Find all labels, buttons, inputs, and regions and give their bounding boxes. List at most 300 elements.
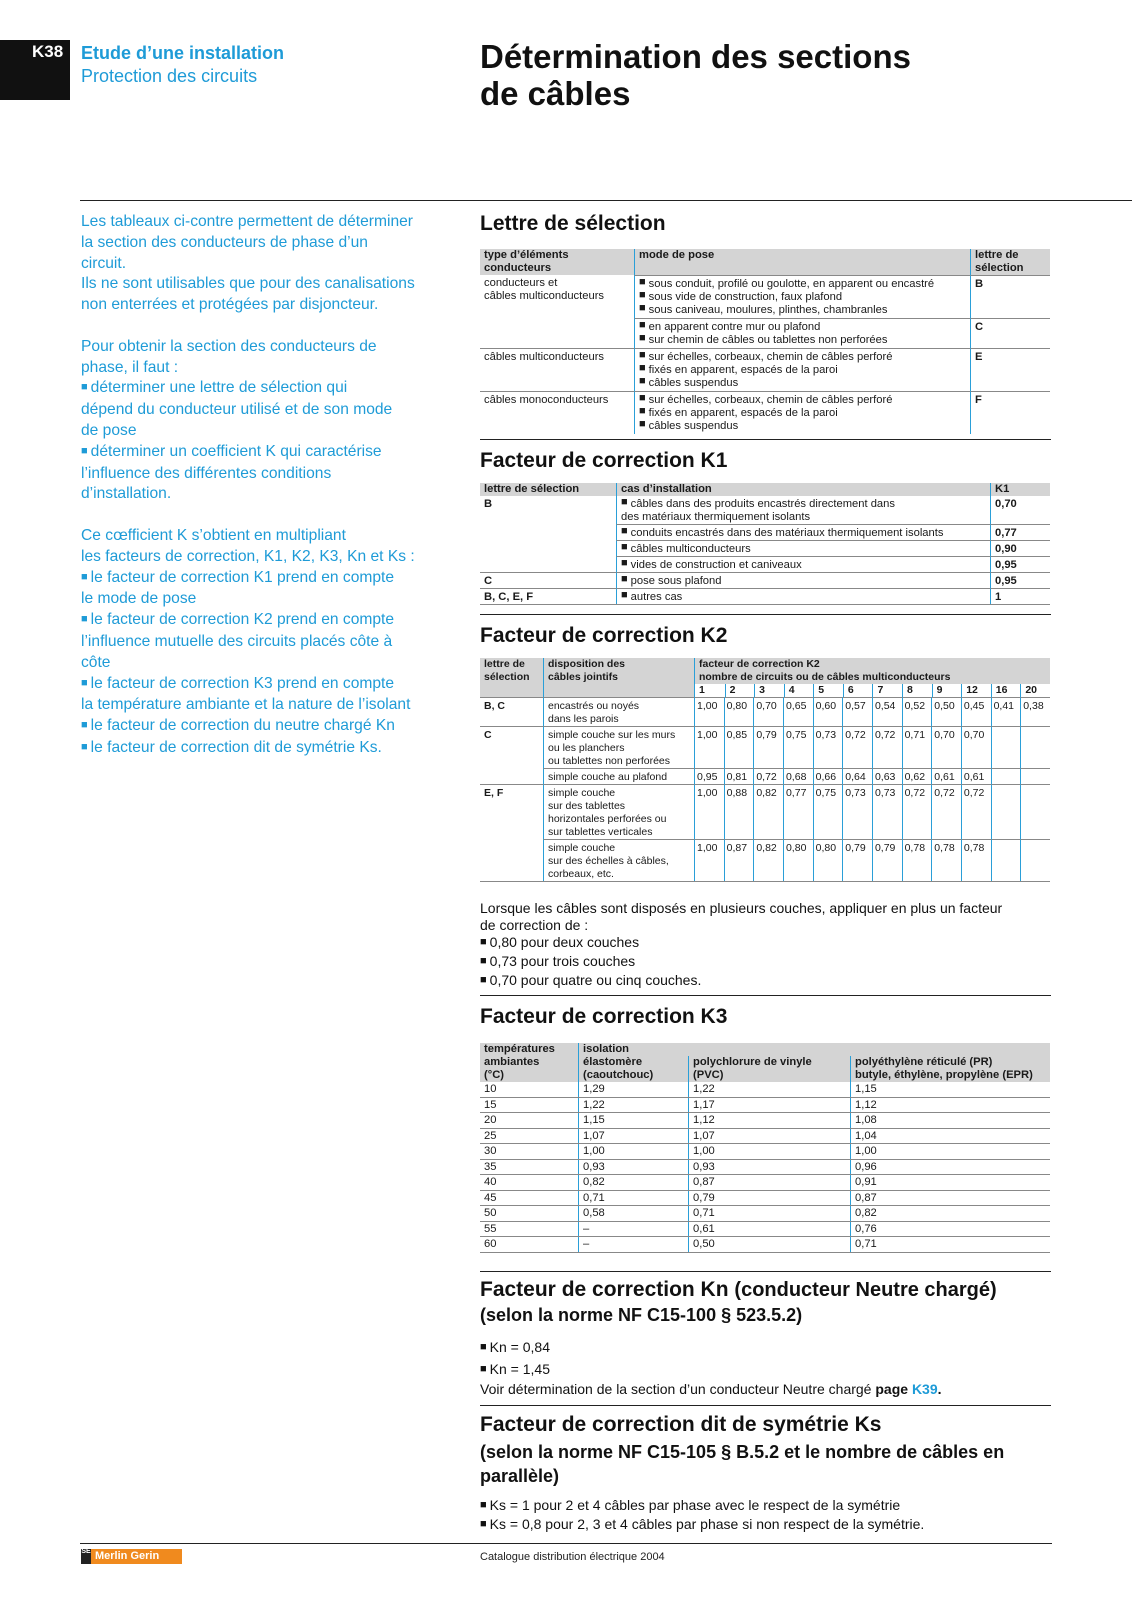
intro-line xyxy=(81,464,461,485)
selection-table xyxy=(480,249,1050,434)
ks-subtitle xyxy=(480,1440,1004,1488)
table-row xyxy=(480,524,1050,540)
intro-paragraph xyxy=(81,337,461,505)
disposition-line: horizontales perforées ou xyxy=(548,813,667,825)
kn-title-paren: (conducteur Neutre chargé) xyxy=(734,1279,997,1301)
table-row xyxy=(480,1206,1050,1222)
text: sur échelles, corbeaux, chemin de câbles perforé xyxy=(648,394,893,406)
intro-line xyxy=(81,695,461,716)
table-row xyxy=(480,540,1050,556)
note-bullet xyxy=(480,934,1055,953)
k3-value: 1,00 xyxy=(850,1144,1050,1159)
k2-value: 0,70 xyxy=(961,726,991,768)
table-header xyxy=(480,658,1050,697)
k1-value: 0,90 xyxy=(990,540,1050,556)
intro-line xyxy=(81,610,461,632)
text: Ks = 1 pour 2 et 4 câbles par phase avec le respect de la symétrie xyxy=(489,1497,901,1513)
table-row xyxy=(480,572,1050,588)
case-line xyxy=(621,591,986,604)
intro-line: Ils ne sont utilisables que pour des canalisations xyxy=(81,275,415,293)
table-row xyxy=(480,1113,1050,1129)
section-heading xyxy=(81,42,284,88)
column-header xyxy=(694,658,1050,697)
bullet-icon: ■ xyxy=(639,418,646,430)
intro-line xyxy=(81,568,461,590)
bullet-icon: ■ xyxy=(81,740,88,753)
k2-value: 0,75 xyxy=(783,726,813,768)
disposition-line: dans les parois xyxy=(548,713,619,725)
k2-value: 0,80 xyxy=(724,697,754,726)
table-row xyxy=(480,1222,1050,1238)
section-rule xyxy=(480,439,1051,440)
page-number-tab: K38 xyxy=(0,40,70,100)
case-cell xyxy=(616,540,990,556)
count-cell: 5 xyxy=(813,684,843,697)
text: câbles dans des produits encastrés directement dans xyxy=(630,498,895,510)
k3-value: 0,93 xyxy=(578,1160,688,1175)
table-row xyxy=(480,1098,1050,1114)
k2-value: 0,62 xyxy=(902,768,932,784)
temperature-cell: 30 xyxy=(484,1145,497,1157)
k2-value: 0,45 xyxy=(961,697,991,726)
k2-value xyxy=(1020,839,1050,881)
case-cell xyxy=(616,556,990,572)
bullet-icon: ■ xyxy=(480,1518,487,1530)
factor-header: facteur de correction K2 xyxy=(698,658,820,670)
k3-value: 0,87 xyxy=(688,1175,850,1190)
disposition-line: ou tablettes non perforées xyxy=(548,755,671,767)
k2-value: 0,72 xyxy=(872,726,902,768)
intro-line: Pour obtenir la section des conducteurs de xyxy=(81,337,377,355)
column-header xyxy=(578,1056,688,1082)
temperature-cell: 60 xyxy=(484,1238,497,1250)
bullet-icon: ■ xyxy=(621,589,628,601)
letter-cell xyxy=(480,524,616,540)
k2-value: 0,65 xyxy=(783,697,813,726)
k3-value: 0,87 xyxy=(850,1191,1050,1206)
letter-cell xyxy=(480,556,616,572)
header-line: disposition des xyxy=(548,658,626,670)
k3-value: 0,93 xyxy=(688,1160,850,1175)
brand-name: Merlin Gerin xyxy=(91,1549,182,1564)
text: sous conduit, profilé ou goulotte, en apparent ou encastré xyxy=(648,278,935,290)
bullet-icon: ■ xyxy=(81,719,88,732)
text: vides de construction et caniveaux xyxy=(630,559,802,571)
disposition-line: encastrés ou noyés xyxy=(548,700,640,712)
bullet-icon: ■ xyxy=(621,525,628,537)
table-row xyxy=(480,697,1050,726)
k3-value: 0,91 xyxy=(850,1175,1050,1190)
type-line: câbles monoconducteurs xyxy=(484,394,609,406)
case-line xyxy=(621,498,986,511)
table-row xyxy=(480,348,1050,391)
ks-bullet xyxy=(480,1516,1055,1535)
note-bullet xyxy=(480,953,1055,972)
k3-value: 1,17 xyxy=(688,1098,850,1113)
letter-cell: B, C, E, F xyxy=(480,588,616,604)
bullet-icon: ■ xyxy=(81,444,88,457)
bullet-icon: ■ xyxy=(480,1499,487,1511)
case-line xyxy=(621,527,986,540)
bullet-icon: ■ xyxy=(81,676,88,689)
catalogue-label: Catalogue distribution électrique 2004 xyxy=(480,1551,665,1563)
intro-line xyxy=(81,484,461,505)
temperature-cell: 20 xyxy=(484,1114,497,1126)
table-row xyxy=(480,1237,1050,1253)
k3-value: 0,71 xyxy=(850,1237,1050,1252)
disposition-line: simple couche xyxy=(548,842,616,854)
temperature-cell: 15 xyxy=(484,1098,497,1111)
table-row xyxy=(480,391,1050,434)
header-line: câbles jointifs xyxy=(548,671,619,683)
text: sur échelles, corbeaux, chemin de câbles perforé xyxy=(648,351,893,363)
bullet-icon: ■ xyxy=(480,955,487,967)
type-line: câbles multiconducteurs xyxy=(484,290,605,302)
text: de pose xyxy=(81,421,137,439)
k2-value: 0,78 xyxy=(931,839,961,881)
header-line: (PVC) xyxy=(693,1069,724,1081)
temperature-cell: 10 xyxy=(484,1083,497,1095)
mode-line xyxy=(639,377,966,390)
disposition-cell xyxy=(543,697,694,726)
section-rule xyxy=(480,614,1051,615)
disposition-line: corbeaux, etc. xyxy=(548,868,614,880)
k2-value: 0,79 xyxy=(842,839,872,881)
kn-title xyxy=(480,1278,997,1302)
bullet-icon: ■ xyxy=(639,349,646,361)
isolation-subheaders xyxy=(578,1056,1050,1082)
count-cell: 1 xyxy=(695,684,725,697)
disposition-cell xyxy=(543,726,694,768)
letter-cell xyxy=(480,768,543,784)
k2-value: 0,68 xyxy=(783,768,813,784)
text: des matériaux thermiquement isolants xyxy=(621,511,811,523)
header-line: polyéthylène réticulé (PR) xyxy=(855,1056,993,1068)
column-header: K1 xyxy=(990,483,1050,496)
letter-cell: F xyxy=(970,391,1050,434)
k3-value: 1,07 xyxy=(688,1129,850,1144)
column-header: lettre de sélection xyxy=(970,249,1050,275)
k3-value: 1,29 xyxy=(578,1082,688,1097)
intro-line: non enterrées et protégées par disjoncteur. xyxy=(81,296,379,314)
ks-title: Facteur de correction dit de symétrie Ks xyxy=(480,1413,882,1436)
text: d’installation. xyxy=(81,485,172,503)
table-header xyxy=(480,483,1050,496)
temperature-cell: 45 xyxy=(484,1191,497,1204)
intro-paragraph xyxy=(81,526,461,760)
bullet-icon: ■ xyxy=(81,613,88,626)
intro-line xyxy=(81,378,461,400)
k2-value: 0,72 xyxy=(842,726,872,768)
text: Ks = 0,8 pour 2, 3 et 4 câbles par phase si non respect de la symétrie. xyxy=(489,1516,925,1532)
table-row xyxy=(480,1191,1050,1207)
letter-cell: B, C xyxy=(480,697,543,726)
count-cell: 16 xyxy=(991,684,1021,697)
k3-value: 0,82 xyxy=(850,1206,1050,1221)
k3-value: 1,12 xyxy=(688,1113,850,1128)
count-cell: 4 xyxy=(784,684,814,697)
isolation-title: isolation xyxy=(578,1043,1050,1056)
count-cell: 2 xyxy=(725,684,755,697)
case-line xyxy=(621,511,986,524)
k2-value: 0,41 xyxy=(991,697,1021,726)
text: l’influence mutuelle des circuits placés côte à xyxy=(81,632,393,650)
kn-body xyxy=(480,1337,1055,1398)
case-cell xyxy=(616,524,990,540)
column-header xyxy=(480,658,543,697)
k2-value: 0,60 xyxy=(813,697,843,726)
k2-value: 0,72 xyxy=(753,768,783,784)
text: 0,80 pour deux couches xyxy=(489,934,640,950)
intro-line xyxy=(81,738,461,760)
k3-value: – xyxy=(578,1222,688,1237)
k2-value xyxy=(991,839,1021,881)
count-cell: 6 xyxy=(843,684,873,697)
mode-cell xyxy=(634,391,970,434)
intro-line xyxy=(81,400,461,421)
k2-value: 0,70 xyxy=(753,697,783,726)
count-cell: 9 xyxy=(932,684,962,697)
k2-value: 0,95 xyxy=(694,768,724,784)
text: l’influence des différentes conditions xyxy=(81,464,332,482)
intro-line xyxy=(81,421,461,442)
text: conduits encastrés dans des matériaux thermiquement isolants xyxy=(630,527,944,539)
case-line xyxy=(621,575,986,588)
k2-value: 0,88 xyxy=(724,784,754,839)
bullet-icon: ■ xyxy=(639,276,646,288)
k1-value: 0,70 xyxy=(990,496,1050,524)
temperature-cell: 55 xyxy=(484,1222,497,1235)
section-rule xyxy=(480,995,1051,996)
letter-cell: E, F xyxy=(480,784,543,839)
ks-subtitle-line: parallèle) xyxy=(480,1466,560,1486)
k2-value: 0,72 xyxy=(961,784,991,839)
selection-title: Lettre de sélection xyxy=(480,212,666,235)
intro-line: phase, il faut : xyxy=(81,358,179,376)
mode-line xyxy=(639,321,966,334)
k2-value: 0,79 xyxy=(872,839,902,881)
k2-value: 0,50 xyxy=(931,697,961,726)
section-rule xyxy=(480,1405,1051,1406)
k3-value: – xyxy=(578,1237,688,1252)
disposition-cell xyxy=(543,784,694,839)
k3-value: 1,04 xyxy=(850,1129,1050,1144)
note-bullet xyxy=(480,972,1055,991)
isolation-header xyxy=(578,1043,1050,1082)
text: fixés en apparent, espacés de la paroi xyxy=(648,364,838,376)
case-line xyxy=(621,559,986,572)
k2-value: 0,77 xyxy=(783,784,813,839)
text: câbles suspendus xyxy=(648,420,739,432)
table-row xyxy=(480,839,1050,882)
kn-bullet xyxy=(480,1337,1055,1359)
k2-value: 0,73 xyxy=(842,784,872,839)
k3-value: 1,15 xyxy=(850,1082,1050,1097)
table-header xyxy=(480,249,1050,275)
text: 0,73 pour trois couches xyxy=(489,953,636,969)
kn-bullet xyxy=(480,1359,1055,1381)
type-line: conducteurs et xyxy=(484,277,558,289)
text: sur chemin de câbles ou tablettes non perforées xyxy=(648,334,888,346)
count-cell: 8 xyxy=(902,684,932,697)
k2-value xyxy=(991,784,1021,839)
table-row xyxy=(480,496,1050,524)
k2-value: 0,73 xyxy=(872,784,902,839)
letter-cell: C xyxy=(480,726,543,768)
k3-value: 0,79 xyxy=(688,1191,850,1206)
k2-value: 0,78 xyxy=(902,839,932,881)
intro-line xyxy=(81,442,461,464)
k2-value xyxy=(1020,768,1050,784)
text: le facteur de correction K2 prend en compte xyxy=(90,611,395,629)
table-row xyxy=(480,1175,1050,1191)
letter-cell: B xyxy=(484,498,493,510)
table-header xyxy=(480,1043,1050,1082)
text: autres cas xyxy=(630,591,683,603)
intro-column xyxy=(81,212,461,781)
ks-body xyxy=(480,1497,1055,1535)
mode-line xyxy=(639,291,966,304)
k2-value: 0,61 xyxy=(961,768,991,784)
bullet-icon: ■ xyxy=(480,936,487,948)
k2-value: 0,72 xyxy=(931,784,961,839)
k3-title: Facteur de correction K3 xyxy=(480,1005,728,1028)
table-row xyxy=(480,318,1050,348)
letter-cell: B xyxy=(970,275,1050,318)
bullet-icon: ■ xyxy=(639,405,646,417)
badge: SE xyxy=(81,1549,91,1564)
text: câbles multiconducteurs xyxy=(630,543,751,555)
k3-value: 0,82 xyxy=(578,1175,688,1190)
text: Kn = 0,84 xyxy=(489,1339,550,1355)
letter-cell: C xyxy=(970,318,1050,348)
text: pose sous plafond xyxy=(630,575,722,587)
page-title-line: de câbles xyxy=(480,75,631,112)
k2-value: 0,75 xyxy=(813,784,843,839)
table-row xyxy=(480,768,1050,784)
bullet-icon: ■ xyxy=(639,392,646,404)
bullet-icon: ■ xyxy=(621,557,628,569)
page-title xyxy=(480,38,911,112)
header-line: polychlorure de vinyle xyxy=(693,1056,812,1068)
text: . xyxy=(937,1381,942,1397)
k2-value: 0,52 xyxy=(902,697,932,726)
text: Voir détermination de la section d’un conducteur Neutre chargé xyxy=(480,1381,876,1397)
k2-value: 0,57 xyxy=(842,697,872,726)
case-line xyxy=(621,543,986,556)
type-cell xyxy=(480,275,634,318)
bullet-icon: ■ xyxy=(480,1363,487,1375)
kn-subtitle: (selon la norme NF C15-100 § 523.5.2) xyxy=(480,1305,803,1325)
k2-value: 0,82 xyxy=(753,784,783,839)
text: le mode de pose xyxy=(81,590,197,608)
k3-value: 0,96 xyxy=(850,1160,1050,1175)
intro-line: la section des conducteurs de phase d’un xyxy=(81,233,368,251)
count-cell: 3 xyxy=(754,684,784,697)
k2-value: 0,85 xyxy=(724,726,754,768)
case-cell xyxy=(616,588,990,604)
page-link[interactable]: K39 xyxy=(911,1381,938,1397)
k3-value: 0,76 xyxy=(850,1222,1050,1237)
temperature-cell: 35 xyxy=(484,1160,497,1173)
mode-cell xyxy=(634,348,970,391)
table-row xyxy=(480,588,1050,605)
column-header: lettre de sélection xyxy=(484,483,580,495)
disposition-line: sur des tablettes xyxy=(548,800,626,812)
header-line: lettre de xyxy=(484,658,525,670)
table-row xyxy=(480,726,1050,768)
case-cell xyxy=(616,496,990,524)
letter-cell: C xyxy=(480,572,616,588)
k3-value: 1,08 xyxy=(850,1113,1050,1128)
temperature-cell: 50 xyxy=(484,1207,497,1219)
bullet-icon: ■ xyxy=(639,302,646,314)
disposition-cell xyxy=(543,768,694,784)
k1-value: 0,95 xyxy=(990,556,1050,572)
column-header: type d’éléments conducteurs xyxy=(484,249,569,274)
k2-note xyxy=(480,900,1055,991)
text: câbles suspendus xyxy=(648,377,739,389)
text: côte xyxy=(81,653,111,671)
brand-logo xyxy=(81,1549,182,1564)
k2-value: 0,80 xyxy=(783,839,813,881)
k3-value: 1,22 xyxy=(578,1098,688,1113)
k1-value: 1 xyxy=(990,588,1050,604)
letter-cell xyxy=(480,839,543,881)
ks-bullet xyxy=(480,1497,1055,1516)
k3-table xyxy=(480,1043,1050,1253)
mode-line xyxy=(639,278,966,291)
k3-value: 1,07 xyxy=(578,1129,688,1144)
table-row xyxy=(480,275,1050,318)
header-line: butyle, éthylène, propylène (EPR) xyxy=(855,1069,1033,1081)
page-title-line: Détermination des sections xyxy=(480,38,911,75)
column-header xyxy=(850,1056,1050,1082)
bullet-icon: ■ xyxy=(639,332,646,344)
header-line: (°C) xyxy=(484,1069,505,1081)
k1-table xyxy=(480,483,1050,605)
top-rule xyxy=(80,200,1132,201)
k2-value: 0,70 xyxy=(931,726,961,768)
column-header: cas d’installation xyxy=(616,483,990,496)
type-cell xyxy=(480,391,634,434)
k2-value: 0,61 xyxy=(931,768,961,784)
letter-cell: E xyxy=(970,348,1050,391)
text: 0,70 pour quatre ou cinq couches. xyxy=(489,972,702,988)
disposition-line: simple couche xyxy=(548,787,616,799)
bullet-icon: ■ xyxy=(81,381,88,394)
count-cell: 12 xyxy=(961,684,991,697)
disposition-line: simple couche sur les murs xyxy=(548,729,676,741)
k3-value: 0,71 xyxy=(578,1191,688,1206)
k2-value: 1,00 xyxy=(694,839,724,881)
k3-value: 0,50 xyxy=(688,1237,850,1252)
table-row xyxy=(480,784,1050,839)
bullet-icon: ■ xyxy=(639,375,646,387)
k2-value: 0,72 xyxy=(902,784,932,839)
temperature-cell: 25 xyxy=(484,1129,497,1142)
mode-line xyxy=(639,420,966,433)
k1-value: 0,77 xyxy=(990,524,1050,540)
k2-value: 1,00 xyxy=(694,726,724,768)
header-line: sélection xyxy=(484,671,530,683)
type-cell xyxy=(480,318,634,348)
k3-value: 1,00 xyxy=(688,1144,850,1159)
page-label: page xyxy=(875,1381,912,1397)
k3-value: 0,71 xyxy=(688,1206,850,1221)
intro-line xyxy=(81,716,461,738)
header-line: élastomère xyxy=(583,1056,643,1068)
